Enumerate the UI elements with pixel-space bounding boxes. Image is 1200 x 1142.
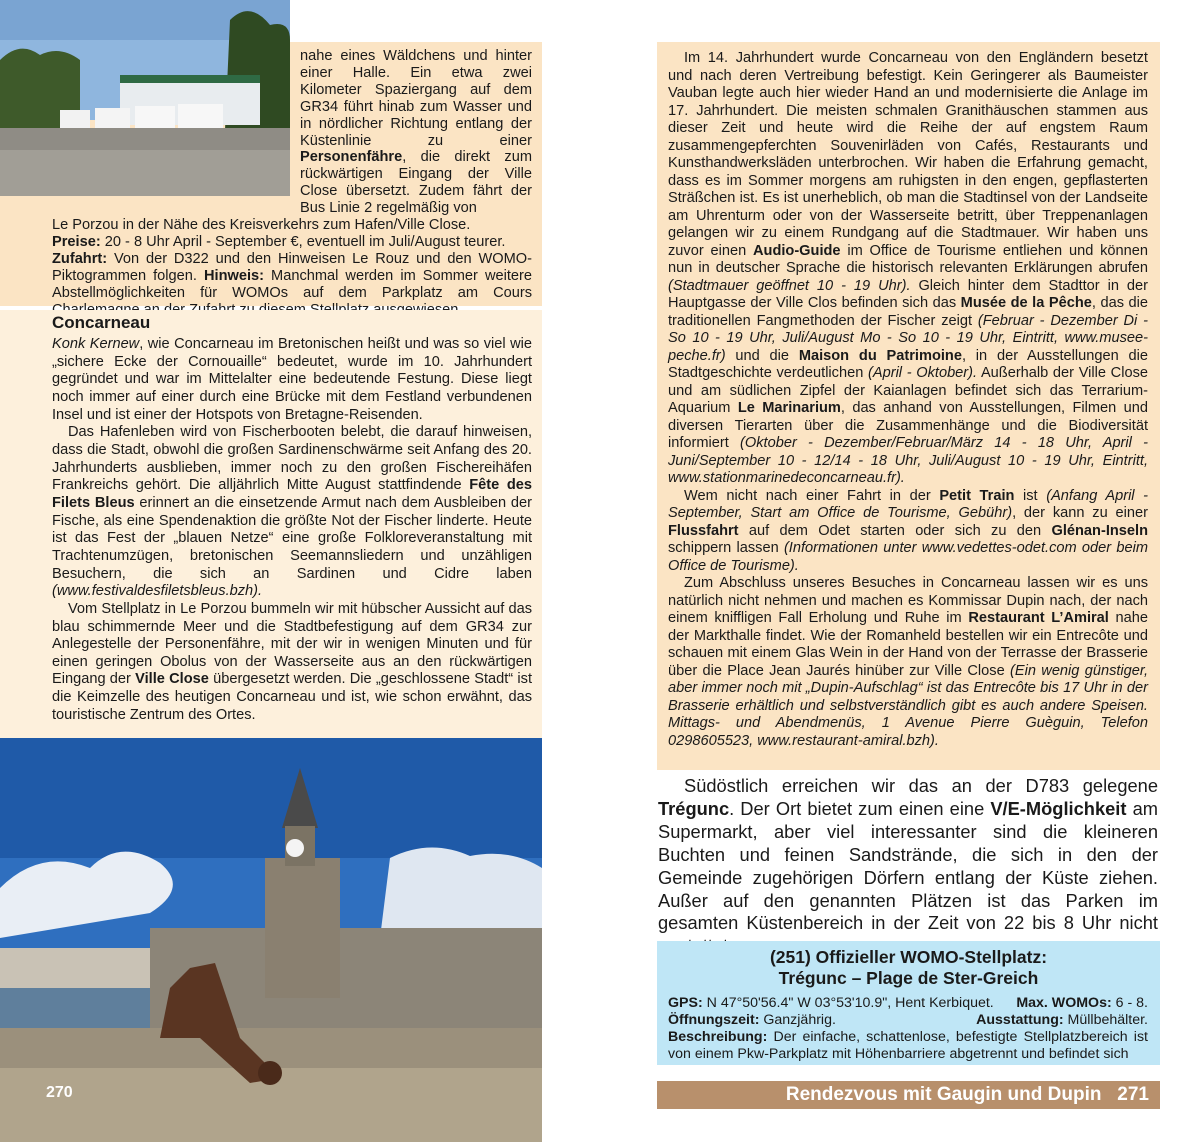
aus-label: Ausstattung: [976,1012,1064,1028]
text: und die [725,347,790,364]
text: Zum Abschluss unseres Besuches in Concarneau lassen wir es uns natürlich nicht nehmen und machen es Kommissar Dupin nach, der nach einem kniffligen Fall Erholung und Ruhe im [668,575,1148,626]
paragraph-tregunc [658,775,1158,958]
text: , der kann zu einer [1012,505,1148,521]
preise-label: Preise: [52,233,101,250]
photo-concarneau-clocktower [0,738,542,1142]
italic-text: (Ein wenig günstiger, aber immer noch mit „Dupin-Aufschlag“ ist das Entrecôte bis 17 Uhr in der Brasserie erhältlich und selbstverständlich gibt es auch andere Speisen. Mittags- und Abendmenüs, 1 Avenue Pierre Guèguin, Telefon 0298605523, www.restaurant-amiral.bzh). [668,662,1149,749]
stellplatz-title-line1: (251) Offizieller WOMO-Stellplatz: [769,947,1048,967]
italic-text: (Informationen unter www.vedettes-odet.com oder beim Office de Tourisme). [668,540,1148,574]
bold-text: Ville Close [135,671,209,688]
main-text-left [52,312,532,724]
footer-running-title [657,1083,1149,1107]
gps [668,995,994,1012]
italic-text: (Oktober - Dezember/Februar/März 14 - 18 Uhr, April - Juni/September 10 - 12/14 - 18 Uhr, Juli/August 10 - 19 Uhr, Eintritt, www.stationmarinedeconcarneau.fr). [668,435,1148,486]
hinweis-text: Manchmal werden im Sommer weitere Abstellmöglichkeiten für WOMOs auf dem Parkplatz am Cours [52,267,532,301]
stellplatz-title [657,947,1160,989]
bold-text: V/E-Möglichkeit [990,797,1127,819]
text: . Der Ort bietet zum einen eine [729,797,985,819]
page-number-right: 271 [1117,1084,1149,1105]
text: übergesetzt werden. Die „geschlossene Stadt“ ist die Keimzelle des heutigen Concarneau und ist, wie schon erwähnt, das touristische Zentrum des Ortes. [52,671,532,723]
ausstattung [976,1012,1148,1029]
italic-text: Konk Kernew [52,336,140,352]
besch-text: Der einfache, schattenlose, befestigte Stellplatzbereich ist von einem Pkw-Parkplatz mit Höhenbarriere abgetrennt und befindet sich [668,1029,1148,1062]
text: am Supermarkt, aber viel interessanter sind die kleineren Buchten und feinen Sandstrände, die sich in den der Gemeinde zugehörigen Dörfern entlang der Küste ziehen. Außer auf den genannten Plätzen ist das Parken im gesamten Küstenbereich in der Zeit von 22 bis 8 Uhr nicht [658,797,1158,934]
info-continuation: Le Porzou in der Nähe des Kreisverkehrs zum Hafen/Ville Close. [52,217,471,234]
text: Außerhalb der Ville Close und am südlichen Zipfel der Kaianlagen befindet sich das Terrarium-Aquarium [668,365,1148,416]
bold-text: Audio-Guide [752,242,841,259]
paragraph [658,775,1158,958]
info-box-right-text [668,50,1148,750]
info-bold: Personenfähre [300,149,403,166]
text: Gleich hinter dem Stadttor in der Hauptgasse der Ville Clos befinden sich das [668,277,1148,311]
paragraph [52,336,532,424]
paragraph [668,50,1148,488]
info-text: , die direkt zum rückwärtigen Eingang der Ville Close übersetzt. Zudem fährt der Bus Linie 2 regelmäßig von [300,149,532,217]
bold-text: Musée de la Pêche [960,295,1092,311]
bold-text: Trégunc [658,797,730,819]
aus-text: Müllbehälter. [1063,1012,1148,1028]
text: Vom Stellplatz in Le Porzou bummeln wir mit hübscher Aussicht auf das blau schimmernde Meer und die Stadtbefestigung auf dem GR34 zur Anlegestelle der Personenfähre, mit der wir in wenigen Minuten und für einen geringen Obolus von der Wasserseite aus an den rückwärtigen Eingang der [52,600,532,688]
bold-text: Maison du Patrimoine [798,347,962,364]
max-text: 6 - 8. [1111,995,1148,1011]
text: ist [1014,487,1038,504]
gps-label: GPS: [668,995,703,1011]
text: Das Hafenleben wird von Fischerbooten belebt, die darauf hinweisen, dass die Stadt, obwohl die großen Sardinenschwärme seit Anfang des 20. Jahrhunderts ausblieben, immer noch zu den großen Fischereihäfen Frankreichs gehört. Die alljährlich Mitte August stattfindende [52,424,532,494]
paragraph [668,575,1148,750]
info-zufahrt [52,251,532,319]
text: , in der Ausstellungen die Stadtgeschichte verdeutlichen [668,347,1149,381]
oeff-text: Ganzjährig. [759,1012,836,1028]
info-box-text [52,48,532,319]
besch-label: Beschreibung: [668,1029,768,1045]
zufahrt-text: Von der D322 und den Hinweisen Le Rouz und den WOMO-Piktogrammen folgen. [52,250,532,284]
gps-text: N 47°50'56.4" W 03°53'10.9", Hent Kerbiquet. [702,995,994,1011]
text: , wie Concarneau im Bretonischen heißt und was so viel wie „sichere Ecke der Cornouaille“ bedeutet, wurde im 10. Jahrhundert gegründet und war im Mittelalter eine bedeutende Festung. Diese liegt noch immer auf einer durch eine Brücke mit dem Festland verbundenen Insel und ist einer der Hotspots von Bretagne-Reisenden. [52,336,532,423]
bold-text: Fête des Filets Bleus [52,477,532,511]
text: Wem nicht nach einer Fahrt in der [684,487,931,504]
text: erinnert an die einsetzende Armut nach dem Ausbleiben der Fische, als eine Spendenaktion die größte Not der Fischer linderte. Heute ist das Fest der „blauen Netze“ eine große Folkloreveranstaltung mit Trachtenumzügen, bretonischen Seemannsliedern und unzähligen Besuchern, die sich an Sardinen und Cidre laben [52,494,532,582]
bold-text: Glénan-Inseln [1051,522,1148,539]
text: Südöstlich erreichen wir das an der D783 gelegene [684,775,1158,796]
paragraph [52,424,532,601]
text: , das anhand von Ausstellungen, Filmen und diversen Tierarten über die Zusammenhänge und die Biodiversität informiert [668,400,1148,451]
text: Im 14. Jahrhundert wurde Concarneau von den Engländern besetzt und nach deren Vertreibung befestigt. Kein Geringerer als Baumeister Vauban legte auch hier wieder Hand an und modernisierte die Anlage im 17. Jahrhundert. Die meisten schmalen Granithäuschen stammen aus dieser Zeit und heute wird die Reihe der auf engstem Raum zusammengepferchten Souvenirläden von Cafés, Restaurants und Kunsthandwerksläden unterbrochen. Wir haben die Erfahrung gemacht, dass es im Sommer morgens am ruhigsten in den engen, gepflasterten Sträßchen ist. Es ist unerheblich, ob man die Stadtinsel von der Landseite am Uhrenturm oder von der Wasserseite betritt, über Treppenanlagen gelangen wir zu einem Rundgang auf die Stadtmauer. Wir haben uns zuvor einen [668,50,1148,259]
info-text: nahe eines Wäldchens und hinter einer Halle. Ein etwa zwei Kilometer Spaziergang auf dem GR34 führt hinab zum Wasser und in nördlicher Richtung entlang der Küstenlinie zu einer [300,48,532,149]
oeff-label: Öffnungszeit: [668,1012,760,1028]
italic-text: (www.festivaldesfiletsbleus.bzh). [52,583,263,600]
page-number-left: 270 [46,1084,73,1101]
max-womos [1016,995,1148,1012]
bold-text: Petit Train [939,487,1015,504]
gps-row [668,995,1148,1012]
italic-text: (Anfang April - September, Start am Office de Tourisme, Gebühr) [668,487,1148,521]
italic-text: (Stadtmauer geöffnet 10 - 19 Uhr). [668,277,911,294]
oeffnungszeit [668,1012,836,1029]
beschreibung [668,1029,1148,1063]
section-title: Concarneau [52,313,151,332]
info-preise [52,234,532,251]
text: auf dem Odet starten oder sich zu den [738,522,1042,539]
bold-text: Flussfahrt [668,522,739,539]
paragraph [668,488,1148,576]
paragraph [52,601,532,725]
oeffnung-row [668,1012,1148,1029]
text: nahe der Markthalle findet. Wie der Romanheld bestellen wir ein Entrecôte und schauen mit einem Glas Wein in der Hand von der Terrasse der Brasserie über die Place Jean Jaurés hinüber zur Ville Close [668,610,1148,679]
italic-text: (Februar - Dezember Di - So 10 - 19 Uhr, Juli/August Mo - So 10 - 19 Uhr, Eintritt, www.musee-peche.fr) [668,312,1148,364]
text: im Office de Tourisme entliehen und können nun in deutscher Sprache die historisch relevanten Erklärungen abrufen [668,242,1148,276]
running-title: Rendezvous mit Gaugin und Dupin [785,1084,1102,1105]
stellplatz-details [668,995,1148,1063]
max-label: Max. WOMOs: [1016,995,1112,1011]
bold-text: Le Marinarium [737,400,841,416]
stellplatz-title-line2: Trégunc – Plage de Ster-Greich [778,968,1039,988]
info-box-wrap-paragraph [300,48,532,217]
zufahrt-label: Zufahrt: [52,250,108,267]
text: , das die traditionellen Fangmethoden der Fischer zeigt [668,295,1148,329]
bold-text: Restaurant L’Amiral [968,610,1109,626]
hinweis-label: Hinweis: [204,267,265,284]
italic-text: (April - Oktober). [868,365,978,381]
preise-text: 20 - 8 Uhr April - September €, eventuell im Juli/August teurer. [100,233,506,250]
text: schippern lassen [668,540,779,556]
